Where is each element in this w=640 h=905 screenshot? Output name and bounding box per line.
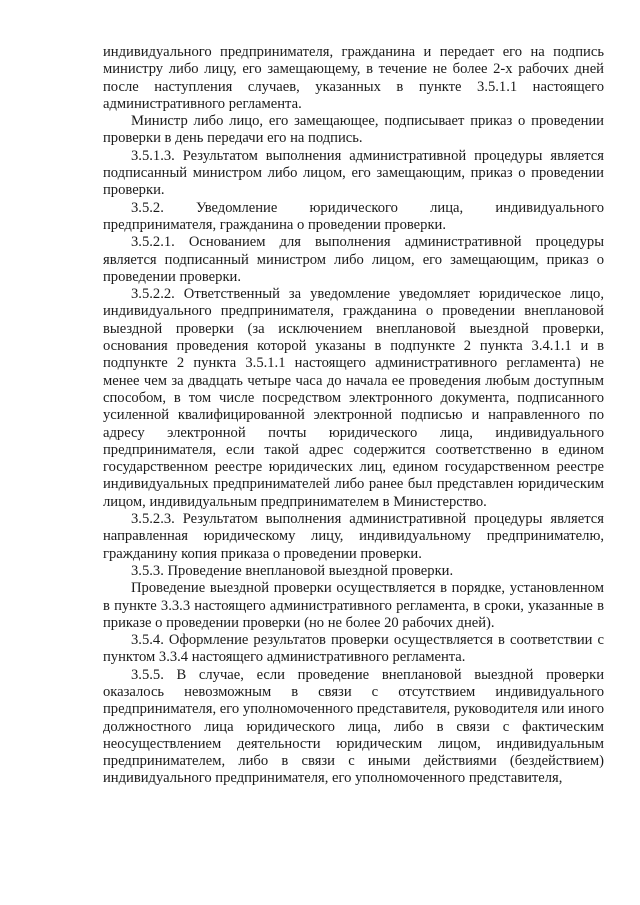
paragraph-inspection-procedure: Проведение выездной проверки осуществляется в порядке, установленном в пункте 3.3.3 настоящего административного регламента, в сроки, указанные в приказе о проведении проверки (но не более 20 рабочих дней).: [103, 580, 604, 631]
paragraph-3-5-4: 3.5.4. Оформление результатов проверки осуществляется в соответствии с пунктом 3.3.4 настоящего административного регламента.: [103, 632, 604, 666]
paragraph-3-5-5: 3.5.5. В случае, если проведение внеплановой выездной проверки оказалось невозможным в связи с отсутствием индивидуального предпринимателя, его уполномоченного представителя, руководителя или иного должностного лица юридического лица, либо в связи с фактическим неосуществлением деятельности юридическим лицом, индивидуальным предпринимателем, либо в связи с иными действиями (бездействием) индивидуального предпринимателя, его уполномоченного представителя,: [103, 666, 604, 787]
document-page: [103, 44, 604, 788]
paragraph-3-5-2-3: 3.5.2.3. Результатом выполнения административной процедуры является направленная юридическому лицу, индивидуальному предпринимателю, гражданину копия приказа о проведении проверки.: [103, 511, 604, 562]
paragraph-3-5-3: 3.5.3. Проведение внеплановой выездной проверки.: [131, 562, 454, 579]
paragraph-minister-signs: Министр либо лицо, его замещающее, подписывает приказ о проведении проверки в день передачи его на подпись.: [103, 113, 604, 147]
paragraph-3-5-2-2: 3.5.2.2. Ответственный за уведомление уведомляет юридическое лицо, индивидуального предпринимателя, гражданина о проведении внеплановой выездной проверки (за исключением внеплановой выездной проверки, основания проведения которой указаны в подпункте 2 пункта 3.4.1.1 и в подпункте 2 пункта 3.5.1.1 настоящего административного регламента) не менее чем за двадцать четыре часа до начала ее проведения любым доступным способом, в том числе посредством электронного документа, подписанного усиленной квалифицированной электронной подписью и направленного по адресу электронной почты юридического лица, индивидуального предпринимателя, если такой адрес содержится соответственно в едином государственном реестре юридических лиц, едином государственном реестре индивидуальных предпринимателей либо ранее был представлен юридическим лицом, индивидуальным предпринимателем в Министерство.: [103, 286, 604, 510]
paragraph-3-5-1-3: 3.5.1.3. Результатом выполнения административной процедуры является подписанный министром либо лицом, его замещающим, приказ о проведении проверки.: [103, 147, 604, 199]
paragraph-continuation: индивидуального предпринимателя, гражданина и передает его на подпись министру либо лицу, его замещающему, в течение не более 2-х рабочих дней после наступления случаев, указанных в пункте 3.5.1.1 настоящего административного регламента.: [103, 44, 604, 112]
paragraph-3-5-2: 3.5.2. Уведомление юридического лица, индивидуального предпринимателя, гражданина о проведении проверки.: [103, 199, 604, 233]
paragraph-3-5-2-1: 3.5.2.1. Основанием для выполнения административной процедуры является подписанный министром либо лицом, его замещающим, приказ о проведении проверки.: [103, 234, 604, 285]
